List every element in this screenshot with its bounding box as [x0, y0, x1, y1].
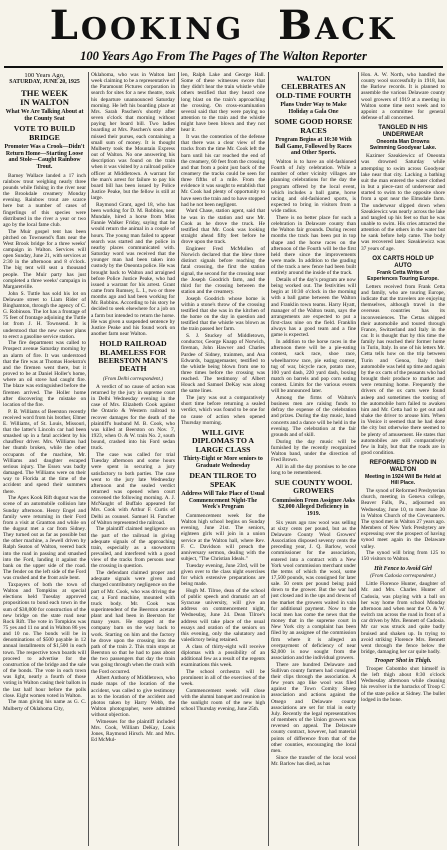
masthead-title: LOOKING BACK: [49, 2, 398, 49]
headline-dean-tilroe: DEAN TILROE TO SPEAK: [189, 471, 257, 489]
article-paragraph: Letters received from Frank Cetta and family, who are touring Europe, indicate that the travelers are enjoying themselves, although travel in the overseas countries has its inconveniences. The Cettas shipped their automobile and toured through France, Switzerland and Italy in the car. It is thought that by this time the family has reached their former home in Turin, Italy. In one of his letters Mr. Cetta tells how on the trip between Turin and Genoa, Italy their automobile was held up time and again by the ox carts of the peasants who had brought their produce to market and were returning home. Frequently the drivers of the ox carts were found asleep and sometimes the tooting of the automobile horn failed to awaken him and Mr. Cetta had to get out and shake the driver to arouse him. When in Venice it seemed that he had done the city but otherwise there seemed to be plenty of amusement. He states that automobiles are still comparatively few in Italy, but that the roads are in good condition.: [361, 283, 445, 456]
dateline: 100 Years Ago, SATURDAY, JUNE 20, 1925: [9, 72, 80, 86]
subheadline-program: Program Begins at 10:30 With Ball Game, Followed by Races and Other Sports.: [275, 137, 352, 157]
headline-reformed-synod: REFORMED SYNOD IN WALTON: [369, 459, 437, 474]
article-paragraph: Among the firms of Walton's business men are raising funds to defray the expense of the celebration and prizes. During the day music, band concerts and a dance will be held in the evening. The celebration at the fair grounds and of skill.: [271, 394, 356, 438]
article-paragraph: The school orchestra will be prominent in all of the exercises of the week.: [181, 668, 265, 688]
headline-diplomas: WILL GIVE DIPLOMAS TO A LARGE CLASS: [191, 427, 255, 454]
headline-ox-carts: OX CARTS HOLD UP AUTO: [372, 254, 434, 269]
article-paragraph: Tuesday evening, June 23rd, will be given over to the class night exercises for which extensive preparations are being made.: [181, 562, 265, 588]
subheadline-synod: Meeting in 1924 Will Be Held at Hill Place.: [364, 474, 442, 487]
headline-tangled: TANGLED IN HIS UNDERWEAR: [378, 124, 428, 139]
article-paragraph: The synod will bring from 125 to 150 visitors to Walton.: [361, 550, 445, 563]
article-paragraph: A verdict of no cause of action was returned by the jury in supreme court in Delhi Wednesday evening in the case of Mrs. Elizabeth Cook against the Ontario & Western railroad to recover damages for the death of the plaintiff's husband M. B. Cook, who was killed at Beerston on Nov. 7, 1923, when O. & W. train No. 2, south bound, crashed into his Ford sedan truck.: [91, 383, 175, 452]
column-2: [91, 72, 175, 846]
article-paragraph: Raymond Grant, aged 18, who has been working for D. M. Robbins, near Mundale, hired a horse from Miss Fannie Walker Friday, saying that he would return the animal in a couple of hours. The young man failed to appear search was started and the police in nearby places communicated with. Saturday word was received that the younger man had been taken into custody by the Oneonta police. He was brought back to Walton and arraigned before Police Justice Peake, who had issued a warrant for his arrest. Grant came from Rumsey, L. I., two or three months ago and had been working for Mr. Robbins. According to his story he decided to seek elsewhere for a job on a farm but intended to return the horse. He was given a suspended sentence by Justice Peake and his found work on another farm near Walton.: [91, 201, 175, 338]
column-5: [361, 72, 445, 846]
headline-vote-bridge: VOTE TO BUILD BRIDGE: [13, 124, 76, 142]
article-paragraph: Witnesses for the plaintiff included Mrs. Cook, William DeKay, Louis Jones, Raymond Hirsch. Mr. and Mrs. Ed McMul-: [91, 718, 175, 744]
headline-trooper-shot: Trooper Shot in Thigh.: [374, 658, 432, 665]
article-paragraph: Albert Anthony of Middletown, who made maps of the location of the accident, was called to give testimony as to the location of the accident and photos taken by Harry Webb, the Walton photographer, were admitted without objection.: [91, 675, 175, 719]
article-paragraph: A class of thirty-eight will receive diplomas with a possibility of an additional few as a result of the regents examinations this week.: [181, 643, 265, 669]
masthead-rule: [4, 66, 443, 68]
subheadline-celebration: Plans Under Way to Make Holiday a Gala One: [280, 102, 347, 115]
article-paragraph: The Muir gospel tent has been pitched on Townsend's flats near the West Brook bridge for a three weeks' campaign in Walton. Services will open Sunday, June 21, with services at 2:30 in the afternoon and 8 o'clock. The big tent will seat a thousand people. The Muir party has just completed a three weeks' campaign in Margaretville.: [3, 228, 86, 290]
article-paragraph: Commencement week will close with the alumni banquet and reunion in the sunlight room of the new high school Thursday evening, June 25th.: [181, 687, 265, 713]
article-paragraph: Little Florence Hunter, daughter of Mr. and Mrs. Charles Hunter of Cadosia, was playing with a ball on her way home from school Monday afternoon and when near the O. & W. switch ran across the road in front of a car driven by Mrs. Bennett of Cadosia. Mr car was struck and quite badly bruised and shaken up. In trying to avoid striking Florence Mrs. Bennett went through the fence below the bridge, damaging her car quite badly.: [361, 581, 445, 656]
article-paragraph: Commencement week for the Walton high school begins on Sunday evening, June 21st. The seniors, eighteen girls will join in a union service at the Walton hall, where Rev. F. C. Davidson will preach the anniversary sermon, dealing with the subject, "The Christian Ideals.": [181, 512, 265, 562]
article-paragraph: The Apex Kook Rift dugout was the scene of an automobile collision late Sunday afternoon. Henry Engel and family were returning in their Ford from a visit at Grantton and while on the dugout met a car from Sidney. They turned out as far as possible but the other machine, a Jewell driven by Ralph Seaton of Walton, veered back into the road in passing and smashed into the Ford, landing it against the bank on the upper side of the road. The fender on the left side of the Ford was crushed and the front axle bent.: [3, 495, 86, 582]
article-paragraph: Joseph Goodrich whose home is within a stone's throw of the crossing testified that she was in the kitchen of the home on the day in question and testified that the whistle was blown as the train passed her farm.: [181, 295, 265, 333]
subheadline-oneonta: Oneonta Man Drowns Swimming Goodyear Lake.: [369, 139, 437, 152]
article-paragraph: Barney Wallace landed a 17 inch rainbow trout weighing nearly three pounds while fishing in the river near the Brookdale creamery Monday evening. Rainbow trout are scarce here but a number of cases of fingerlings of this species were distributed in the river a year or two ago by the local fame club.: [3, 172, 86, 228]
correspondent-credit: (From Delhi correspondent.): [103, 375, 163, 382]
article-paragraph: The plaintiff claimed negligence on the part of the railroad in giving adequate signals of the approaching train, especially as a snowstorm prevailed, and interfered with a good view of the tracks from persons near the crossing in question.: [91, 526, 175, 570]
article-paragraph: Hugh M. Tilroe, dean of the school of public speech and dramatic art of Syracuse university, will give an address on commencement night, Wednesday, June 24. Dean Tilroe's address will take place of the usual essays and oration of the seniors on this evening, only the salutatory and valedictory being retained.: [181, 587, 265, 644]
masthead: [0, 0, 447, 68]
article-paragraph: All in all the day promises to be one long to be remembered.: [271, 463, 356, 476]
column-divider: [88, 72, 89, 846]
headline-horse-races: SOME GOOD HORSE RACES: [274, 117, 353, 135]
article-paragraph: Walton is to have an old-fashioned Fourth of July celebration. While a number of other vicinity villages are planning celebrations for the day the program offered by the local event, which includes a ball game, horse racing and old-fashioned sports, is expected to bring in visitors from a wide radius.: [271, 159, 356, 215]
article-paragraph: S. J. Stuckey of Middletown, conductor, George Knapp of Norwich, fireman, John Hawver and Charles Pardee of Sidney, trainmen, and Asa Edwards, baggagemaster, testified to the whistle being blown from one to three times before the crossing was reached. The testimony of Albert Houck and Samuel DeKay was along the same lines.: [181, 333, 265, 395]
subheadline-cetta: Frank Cetta Writes of Experiences Touring Europe.: [367, 269, 439, 282]
article-paragraph: The case was called for trial Tuesday afternoon and some hours were spent in securing a jury satisfactory to both parties. The case went to the jury late Wednesday afternoon and the sealed verdict returned was opened when court convened the following morning. A. J. McNaught of Buffalo appeared for Mrs. Cook with Arthur F. Curtis of Delhi as counsel. Samuel H. Fancher of Walton represented the railroad.: [91, 452, 175, 526]
article-paragraph: During the day music will be furnished by the recently reorganized Walton band, under the direction of Fred Brown.: [271, 438, 356, 463]
article-paragraph: len, Ralph Lake and George Hall. Some of these witnesses swore that they didn't hear the train whistle while others testified that they heard one long blast on the train's approaching the crossing. On cross-examination several said that they were paying no attention to the train and the whistle might have been blown and they not hear it.: [181, 72, 265, 134]
column-1: [3, 72, 86, 846]
article-paragraph: Oklahoma, who was in Walton last week claiming to be a representative of the Paramount Pictures corporation in search for sites for a new theatre, took his departure unannounced Saturday morning. He left his boarding place at Mrs. Sarah Paschen's shortly after seven o'clock that morning without paying her board bill. Two ladies boarding at Mrs. Paschen's soon after missed their purses, each containing a small sum of money. It is thought Mulberty took the Mountain Express out of Walton. No one answering his description was found on the train when it was visited by a railroad police officer at Middletown. A warrant for the man's arrest for failure to pay his board bill has been issued by Police Justice Peake, but the fellow is still at large.: [91, 72, 175, 202]
subheadline-vote: Promoter Was a Crook—Didn't Return Home—Starting Loose and Stole—Caught Rainbow Trout.: [4, 144, 85, 170]
article-paragraph: There are hundred Delaware and Sullivan county farmers had consigned their clips through the association. A few years ago like wool was filed against the Town Comity Sheep association and actions against the Otsego and Delaware county associations are set for trial in early July. Recently the legal representatives of members of the Union growers was reversed on appeal. The Delaware county contract, however, had material points of difference from that of the other counties, encouraging the local men.: [271, 661, 356, 754]
article-paragraph: Kazimer Szeakiewicz of Oneonta was drowned Saturday while attempting to swim across Goodyear lake near that city. Lacking a bathing suit the man entered the water clothed in but a piece-cast of underwear and started to swim to the opposite shore from a spot near the Elmsdale farm. The underwear slipped down when Szeakiewicz was nearly across the lake and tangled up his feet so that he was unable to swim. His cries attracted the attention of the others in the water but he sank before help came. The body was recovered later. Szeakiewicz was 37 years of age.: [361, 153, 445, 252]
article-paragraph: The synod of Reformed Presbyterian church, meeting in Geneva college, Beaver Falls, Pa., adjourned on Wednesday, June 10, to meet June 30 in Walton Church of the Covenanters. The synod met in Walton 27 years ago. Members of New York Presbytery are expressing over the prospect of having synod meet again in the Delaware valley.: [361, 488, 445, 550]
article-paragraph: The fire department was called to Prospect avenue Saturday morning by an alarm of fire. It was understood that the fire was at Thomas Hoekstra's and the firemen went there, but it proved to be at Daniel Holler's home, where an oil stove had caught fire. The blaze was extinguished before the firemen arrived. The Holler home after discovering the mistake on location of the fire.: [3, 340, 86, 408]
article-paragraph: Since the transfer of the local wool Mr. Barlow has died, as has: [271, 754, 356, 767]
column-divider: [178, 72, 179, 846]
article-paragraph: The jury was out a comparatively short time before returning a sealed verdict, which was found to be one for no cause of action when opened Thursday morning.: [181, 395, 265, 426]
masthead-subtitle: 100 Years Ago From The Pages of The Walton Reporter: [80, 49, 367, 63]
subheadline-week: What We Are Talking About at the County Seat: [5, 109, 84, 122]
subheadline-dean: Address Will Take Place of Usual Commencement Night-The Week's Program: [181, 491, 265, 511]
column-divider: [268, 72, 269, 846]
headline-hit-fence: Hit Fence to Avoid Girl: [374, 565, 432, 572]
subheadline-diplomas: Thirty-Eight or More seniors to Graduate Wednesday: [183, 456, 263, 469]
headline-sue-wool-growers: SUE COUNTY WOOL GROWERS: [274, 477, 353, 496]
article-paragraph: It was the contention of the defense that there was a clear view of the tracks from the time Mr. Cook left the barn until his car reached the end of the creamery, 60 feet from the crossing and that from a point just back of the creamery the tracks could be seen for three fifths of a mile. From the evidence it was sought to establish that Mr. Cook had plenty of opportunity to have seen the train and to have stopped had he not been negligent.: [181, 134, 265, 208]
headline-week-in-walton: THE WEEK IN WALTON: [20, 87, 69, 108]
article-paragraph: There is no better place for such a celebration in Delaware county than the Walton fair grounds. During recent months the track has been put in top shape and the horse races on the afternoon of the Fourth will be the first held there since the improvements were made. In addition to the grading of the track a new fence had been built entirely around the inside of the track.: [271, 214, 356, 277]
article-paragraph: In addition to the horse races in the afternoon there will be a pie-eating contest, sack race, shoe race, wheelbarrow race, pie eating contest, tug of war, bicycle race, potato race, 100 yard dash, 220 yard dash, boxing match on barrels and pop corn eating contest. Limits for the various events will be announced later.: [271, 339, 356, 395]
article-paragraph: John S. Tuttle has sold his lot on Delaware street to Liam Rider of Binghamton, through the agency of C. G. Robinson. The lot has a frontage of 75 feet of frontage adjoining the Tuttle lot from J. H. Townsend. It is understood that the new owner plans to erect a gasoline service station.: [3, 290, 86, 340]
column-3: [181, 72, 265, 846]
article-paragraph: Six years ago raw wool was selling at sixty cents per pound, but as the Delaware County Wool Growers' Association disposed seventy cents the preceding year, J. Q. Barlow, wool commissioner for the association, entered into a contract with a New York wool commission merchant under the terms of which the wool, some 17,500 pounds, was consigned for later sale. 50 cents per pound being paid down to the grower. But the war had just closed and in the ups and downs of the market the growers waited in vain for additional payment. Now to the local men has come the news that the money that in the supreme court in New York city a complaint has been filed by an assignee of the commission firm where it is alleged an overpayment of deficiency of near $2,000 is now sought from the association and the individual growers.: [271, 519, 356, 661]
headline-old-time-fourth: WALTON CELEBRATES AN OLD-TIME FOURTH: [275, 74, 352, 100]
article-paragraph: Taxpayers of both the town of Walton and Tompkins at special elections held Tuesday approved propositions to bond each town in the sum of $38,000 for construction of the new bridge on the state road near Rock Rift. The vote in Tompkins was 75 yes and 11 no and in Walton 86 yes and 10 no. The bonds will be in denominations of $500 payable in 12 annual installments of $1,500 in each town. The respective town boards will proceed to advertise for the construction of the bridge and the sale of the bonds. The vote in each town was light, nearly a fourth of those voting in Walton casing their ballots in the last half hour before the polls close. Eight women voted in Walton.: [3, 581, 86, 699]
article-paragraph: Ward Chase, station agent, said that he was in the station and saw Mr. Cook as he drove the truck. He testified that Mr. Cook was looking straight ahead fifty feet before he drove upon the track.: [181, 208, 265, 246]
article-paragraph: Engineer Fred McMullen of Norwich declared that the blew three distinct signals before reaching the fatal crossing, the first the station signal, the second for the crossing near the Joseph Goodrich farm, and the third for the crossing between the station and the creamery.: [181, 245, 265, 295]
article-paragraph: P. B. Williams of Beerston recently received word from his brother, Elmer E. Williams, of St. Louis, Missouri, that the latter's Lincoln car had been smashed up in a fatal accident by his chauffeur driver. Mrs. Williams had her thumb broken, while the other occupants of the machine, Mr. Williams and daughter escaped serious injury. The Essex was badly damaged. The Williams were on their way to Florida at the time of the accident and spend their summers there.: [3, 408, 86, 495]
article-paragraph: Trooper Cobombo shot himself in the left thigh about 8:30 o'clock Wednesday afternoon while cleaning his revolver in the barracks of Troop C of the state police at Sidney. The bullet lodged in the bone.: [361, 665, 445, 703]
article-paragraph: Details of the day's program are now being worked out. The festivities will begin at 10:30 o'clock in the morning with a ball game between the Walton and Franklin town teams. Harry Hyatt, manager of the Walton team, says the arrangements are expected to put a first-class nine on the field. Franklin always has a good team and a fine game is expected.: [271, 276, 356, 339]
article-paragraph: The man giving his name as G. C. Mulberty of Oklahoma City,: [3, 699, 86, 712]
headline-railroad-blameless: HOLD RAILROAD BLAMELESS FOR BEERSTON MAN'S DEATH: [98, 339, 168, 374]
correspondent-credit: (From Cadosia correspondent.): [370, 573, 436, 580]
column-4: [271, 72, 356, 846]
article-paragraph: Hon. A. W. North, who handled the county wool successfully in 1918, has the Barlow records. It is planned to assemble the various Delaware county wool growers of 1919 at a meeting in Walton some time next week and to appoint a committee for general defense of all concerned.: [361, 72, 445, 122]
subheadline-sue: Commission From Assignee Asks $2,000 Alleged Deficiency in 1919.: [272, 497, 355, 517]
column-divider: [358, 72, 359, 846]
article-paragraph: The defendant claimed proper and adequate signals were given and charged contributory negligence on the part of Mr. Cook, who was driving the car, a Ford machine, mounted with truck body. Mr. Cook was superintendent of the Beerston acetate plant and had been in Beerston for many years. He stopped at the company barn on the way back to work. Starting on him and the factory he drove upon the crossing into the path of the train 2. This train stops at Beerston so that he had to pass about the two passengers that day the train was going through when the crash with the Ford occurred.: [91, 570, 175, 675]
